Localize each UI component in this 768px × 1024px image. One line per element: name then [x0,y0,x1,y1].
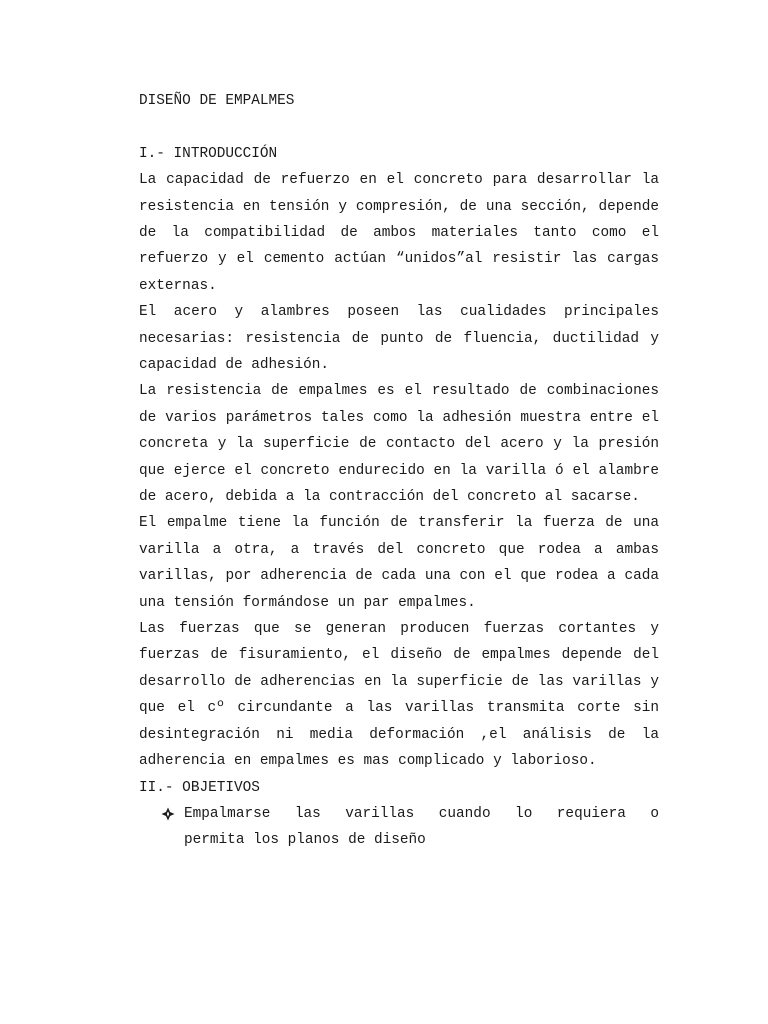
paragraph: Las fuerzas que se generan producen fuerzas cortantes y fuerzas de fisuramiento, el diseño de empalmes depende del desarrollo de adherencias en la superficie de las varillas y que el cº circundante a las varillas transmita corte sin desintegración ni media deformación ,el análisis de la adherencia en empalmes es mas complicado y laborioso. [139,621,659,770]
document-body [139,88,659,854]
objective-text-line: Empalmarse las varillas cuando lo requiera o [184,805,659,822]
document-title: DISEÑO DE EMPALMES [139,93,295,109]
paragraph: El acero y alambres poseen las cualidades principales necesarias: resistencia de punto de fluencia, ductilidad y capacidad de adhesión. [139,304,659,374]
section-heading-objetivos: II.- OBJETIVOS [139,779,260,796]
objective-text-line: permita los planos de diseño [184,832,426,849]
paragraph: El empalme tiene la función de transferir la fuerza de una varilla a otra, a través del concreto que rodea a ambas varillas, por adherencia de cada una con el que rodea a cada una tensión formándose un par empalmes. [139,515,659,611]
section-heading-introduccion: I.- INTRODUCCIÓN [139,145,278,162]
spacer [139,114,659,140]
paragraph: La resistencia de empalmes es el resultado de combinaciones de varios parámetros tales como la adhesión muestra entre el concreta y la superficie de contacto del acero y la presión que ejerce el concreto endurecido en la varilla ó el alambre de acero, debida a la contracción del concreto al sacarse. [139,383,659,506]
paragraph: La capacidad de refuerzo en el concreto para desarrollar la resistencia en tensión y compresión, de una sección, depende de la compatibilidad de ambos materiales tanto como el refuerzo y el cemento actúan “unidos”al resistir las cargas externas. [139,172,659,294]
diamond-bullet-icon [161,801,175,827]
objective-list-item [184,801,659,854]
